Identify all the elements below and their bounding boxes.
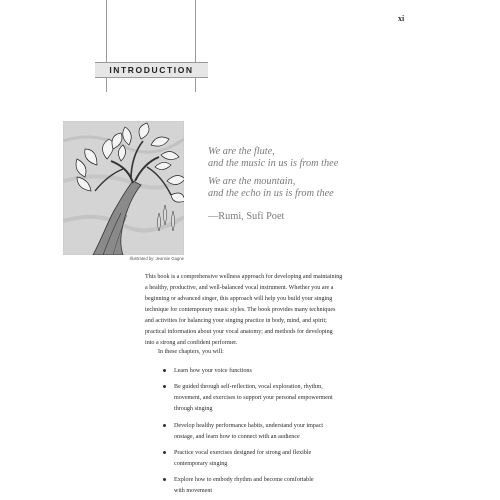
bullet-icon xyxy=(163,369,166,372)
list-item-line: onstage, and learn how to connect with an audience xyxy=(174,434,300,440)
epigraph-line: and the music in us is from thee xyxy=(208,158,339,169)
header-rule-vertical-right xyxy=(195,0,196,92)
header-rule-vertical-left xyxy=(106,0,107,92)
list-item-line: Practice vocal exercises designed for strong and flexible xyxy=(174,450,312,456)
bullet-icon xyxy=(163,424,166,427)
list-item-text xyxy=(174,475,314,497)
list-item-text xyxy=(174,421,323,443)
list-item-line: Be guided through self-reflection, vocal exploration, rhythm, xyxy=(174,384,323,390)
paragraph-line: into a strong and confident performer. xyxy=(145,340,238,346)
list-item-line: through singing xyxy=(174,406,213,412)
epigraph-stanza xyxy=(208,176,338,200)
bullet-icon xyxy=(163,478,166,481)
page-number: xi xyxy=(398,14,405,23)
paragraph-line: a healthy, productive, and well-balanced vocal instrument. Whether you are a xyxy=(145,285,334,291)
section-title: INTRODUCTION xyxy=(109,65,194,75)
paragraph-line: and activities for balancing your singing practice in body, mind, and spirit; xyxy=(145,318,327,324)
epigraph-line: We are the mountain, xyxy=(208,176,296,187)
header-rule-horizontal-bottom xyxy=(95,77,208,78)
list-item-line: with movement xyxy=(174,488,213,494)
list-item-line: Learn how your voice functions xyxy=(174,368,252,374)
list-item-text xyxy=(174,366,252,377)
epigraph-stanza xyxy=(208,146,338,170)
epigraph-line: and the echo in us is from thee xyxy=(208,188,334,199)
list-item-text xyxy=(174,382,333,415)
tree-illustration xyxy=(63,121,184,255)
epigraph xyxy=(208,146,338,206)
paragraph-line: beginning or advanced singer, this approach will help you build your singing xyxy=(145,296,333,302)
list-item-text xyxy=(174,448,311,470)
epigraph-line: We are the flute, xyxy=(208,146,275,157)
paragraph-line: practical information about your vocal anatomy; and methods for developing xyxy=(145,329,333,335)
epigraph-attribution: —Rumi, Sufi Poet xyxy=(208,211,285,222)
intro-paragraph xyxy=(145,272,405,349)
list-item-line: Develop healthy performance habits, understand your impact xyxy=(174,423,324,429)
list-item-line: movement, and exercises to support your personal empowerment xyxy=(174,395,333,401)
illustration-credit: Illustrated by: Jeannie Gagne xyxy=(129,256,184,261)
bullet-icon xyxy=(163,451,166,454)
paragraph-line: technique for contemporary music styles. The book provides many techniques xyxy=(145,307,336,313)
paragraph-line: This book is a comprehensive wellness approach for developing and maintaining xyxy=(145,274,343,280)
list-item-line: contemporary singing xyxy=(174,461,228,467)
tree-drawing xyxy=(63,121,184,255)
bullet-icon xyxy=(163,385,166,388)
list-item-line: Explore how to embody rhythm and become comfortable xyxy=(174,477,314,483)
list-lead-in: In these chapters, you will: xyxy=(158,349,224,355)
